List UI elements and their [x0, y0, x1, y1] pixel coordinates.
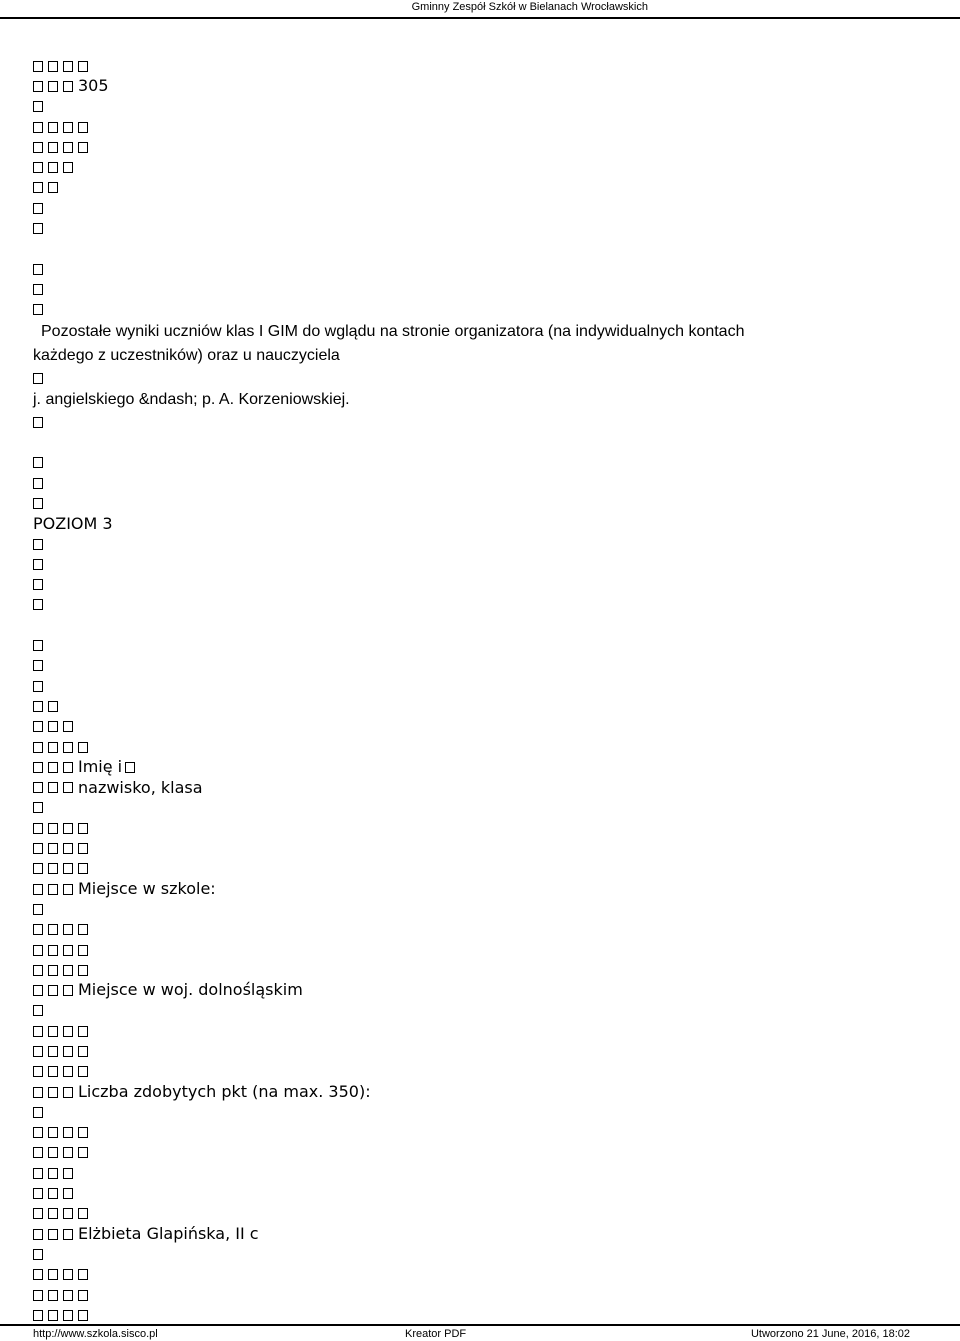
missing-glyph-icon [33, 81, 43, 92]
missing-glyph-icon [48, 823, 58, 834]
glyph-line [33, 1143, 893, 1163]
page-header-title: Gminny Zespół Szkół w Bielanach Wrocławskich [411, 1, 648, 13]
missing-glyph-icon [33, 1026, 43, 1037]
blank-line [33, 432, 893, 452]
glyph-line [33, 453, 893, 473]
missing-glyph-icon [63, 863, 73, 874]
missing-glyph-icon [33, 61, 43, 72]
missing-glyph-icon [33, 762, 43, 773]
glyph-line [33, 279, 893, 299]
missing-glyph-icon [33, 539, 43, 550]
missing-glyph-icon [78, 1269, 88, 1280]
glyph-line [33, 737, 893, 757]
header-divider [0, 17, 960, 19]
glyph-line [33, 1163, 893, 1183]
glyph-line [33, 198, 893, 218]
glyph-line [33, 56, 893, 76]
missing-glyph-icon [33, 681, 43, 692]
glyph-line [33, 1123, 893, 1143]
missing-glyph-icon [63, 81, 73, 92]
missing-glyph-icon [48, 742, 58, 753]
missing-glyph-icon [48, 884, 58, 895]
school-place-line [33, 879, 893, 899]
missing-glyph-icon [33, 1087, 43, 1098]
blank-line [33, 239, 893, 259]
missing-glyph-icon [48, 701, 58, 712]
missing-glyph-icon [78, 1046, 88, 1057]
missing-glyph-icon [78, 965, 88, 976]
missing-glyph-icon [33, 417, 43, 428]
missing-glyph-icon [33, 1310, 43, 1321]
missing-glyph-icon [63, 823, 73, 834]
results-note [33, 320, 893, 368]
missing-glyph-icon [33, 782, 43, 793]
glyph-line [33, 473, 893, 493]
missing-glyph-icon [33, 599, 43, 610]
missing-glyph-icon [33, 1208, 43, 1219]
missing-glyph-icon [63, 142, 73, 153]
missing-glyph-icon [63, 1066, 73, 1077]
missing-glyph-icon [48, 1229, 58, 1240]
glyph-line [33, 157, 893, 177]
missing-glyph-icon [48, 162, 58, 173]
missing-glyph-icon [63, 1269, 73, 1280]
missing-glyph-icon [78, 1147, 88, 1158]
missing-glyph-icon [48, 122, 58, 133]
points-label: Liczba zdobytych pkt (na max. 350): [78, 1081, 371, 1101]
missing-glyph-icon [33, 284, 43, 295]
missing-glyph-icon [33, 498, 43, 509]
glyph-line [33, 838, 893, 858]
glyph-line [33, 368, 893, 388]
glyph-line [33, 1041, 893, 1061]
missing-glyph-icon [48, 1046, 58, 1057]
missing-glyph-icon [33, 985, 43, 996]
glyph-line [33, 1285, 893, 1305]
footer-url[interactable]: http://www.szkola.sisco.pl [33, 1328, 158, 1340]
missing-glyph-icon [33, 264, 43, 275]
missing-glyph-icon [63, 721, 73, 732]
glyph-line [33, 493, 893, 513]
missing-glyph-icon [78, 1127, 88, 1138]
glyph-line [33, 818, 893, 838]
missing-glyph-icon [78, 742, 88, 753]
missing-glyph-icon [33, 823, 43, 834]
missing-glyph-icon [78, 61, 88, 72]
missing-glyph-icon [48, 1208, 58, 1219]
glyph-line [33, 940, 893, 960]
missing-glyph-icon [63, 1087, 73, 1098]
missing-glyph-icon [33, 742, 43, 753]
glyph-line [33, 300, 893, 320]
glyph-line [33, 595, 893, 615]
missing-glyph-icon [33, 1290, 43, 1301]
glyph-line [33, 1102, 893, 1122]
missing-glyph-icon [78, 1310, 88, 1321]
missing-glyph-icon [33, 1147, 43, 1158]
missing-glyph-icon [78, 843, 88, 854]
missing-glyph-icon [63, 1188, 73, 1199]
note-line: j. angielskiego &ndash; p. A. Korzeniowskiej. [33, 391, 350, 409]
glyph-line [33, 97, 893, 117]
missing-glyph-icon [78, 1026, 88, 1037]
missing-glyph-icon [33, 924, 43, 935]
glyph-line [33, 554, 893, 574]
note-line: Pozostałe wyniki uczniów klas I GIM do wglądu na stronie organizatora (na indywidualnych kontach [41, 322, 745, 340]
missing-glyph-icon [33, 1107, 43, 1118]
missing-glyph-icon [33, 843, 43, 854]
missing-glyph-icon [63, 1208, 73, 1219]
glyph-line [33, 412, 893, 432]
missing-glyph-icon [78, 122, 88, 133]
missing-glyph-icon [63, 884, 73, 895]
missing-glyph-icon [48, 965, 58, 976]
missing-glyph-icon [33, 640, 43, 651]
missing-glyph-icon [63, 1127, 73, 1138]
glyph-line [33, 575, 893, 595]
glyph-line [33, 899, 893, 919]
missing-glyph-icon [33, 904, 43, 915]
missing-glyph-icon [63, 1310, 73, 1321]
missing-glyph-icon [33, 802, 43, 813]
missing-glyph-icon [63, 985, 73, 996]
missing-glyph-icon [63, 742, 73, 753]
missing-glyph-icon [33, 1127, 43, 1138]
note-line: każdego z uczestników) oraz u nauczyciela [33, 346, 340, 364]
glyph-line [33, 117, 893, 137]
missing-glyph-icon [48, 81, 58, 92]
missing-glyph-icon [48, 1188, 58, 1199]
missing-glyph-icon [78, 1208, 88, 1219]
missing-glyph-icon [33, 863, 43, 874]
level-heading [33, 514, 893, 534]
missing-glyph-icon [33, 1188, 43, 1199]
missing-glyph-icon [48, 1026, 58, 1037]
student-line [33, 1224, 893, 1244]
missing-glyph-icon [48, 1127, 58, 1138]
glyph-line [33, 259, 893, 279]
school-place-label: Miejsce w szkole: [78, 878, 216, 898]
missing-glyph-icon [33, 457, 43, 468]
glyph-line [33, 1062, 893, 1082]
missing-glyph-icon [48, 762, 58, 773]
missing-glyph-icon [33, 203, 43, 214]
missing-glyph-icon [48, 1087, 58, 1098]
missing-glyph-icon [33, 478, 43, 489]
level-label: POZIOM 3 [33, 513, 113, 533]
glyph-line [33, 717, 893, 737]
missing-glyph-icon [78, 924, 88, 935]
missing-glyph-icon [33, 1168, 43, 1179]
missing-glyph-icon [63, 945, 73, 956]
missing-glyph-icon [33, 579, 43, 590]
missing-glyph-icon [63, 1147, 73, 1158]
missing-glyph-icon [33, 142, 43, 153]
glyph-line [33, 920, 893, 940]
missing-glyph-icon [33, 162, 43, 173]
glyph-line [33, 696, 893, 716]
footer-generator: Kreator PDF [405, 1328, 467, 1340]
region-place-label: Miejsce w woj. dolnośląskim [78, 980, 303, 1000]
missing-glyph-icon [63, 782, 73, 793]
missing-glyph-icon [78, 823, 88, 834]
missing-glyph-icon [33, 101, 43, 112]
missing-glyph-icon [48, 1066, 58, 1077]
glyph-line [33, 1183, 893, 1203]
missing-glyph-icon [48, 924, 58, 935]
missing-glyph-icon [63, 122, 73, 133]
footer-created-date: Utworzono 21 June, 2016, 18:02 [750, 1328, 910, 1340]
blank-line [33, 615, 893, 635]
glyph-line [33, 676, 893, 696]
missing-glyph-icon [33, 945, 43, 956]
points-line [33, 1082, 893, 1102]
glyph-line [33, 1244, 893, 1264]
missing-glyph-icon [48, 945, 58, 956]
missing-glyph-icon [63, 924, 73, 935]
document-body [33, 56, 893, 1326]
missing-glyph-icon [33, 884, 43, 895]
missing-glyph-icon [33, 1269, 43, 1280]
glyph-line [33, 218, 893, 238]
missing-glyph-icon [63, 843, 73, 854]
glyph-line [33, 635, 893, 655]
glyph-line [33, 798, 893, 818]
name-label-line [33, 778, 893, 798]
glyph-line [33, 1305, 893, 1325]
missing-glyph-icon [33, 721, 43, 732]
missing-glyph-icon [48, 1290, 58, 1301]
student-name: Elżbieta Glapińska, II c [78, 1224, 259, 1244]
missing-glyph-icon [33, 1046, 43, 1057]
missing-glyph-icon [48, 782, 58, 793]
missing-glyph-icon [33, 223, 43, 234]
missing-glyph-icon [48, 1269, 58, 1280]
glyph-line [33, 960, 893, 980]
missing-glyph-icon [125, 762, 135, 773]
missing-glyph-icon [48, 1168, 58, 1179]
missing-glyph-icon [78, 1066, 88, 1077]
missing-glyph-icon [33, 122, 43, 133]
missing-glyph-icon [63, 1026, 73, 1037]
missing-glyph-icon [33, 1249, 43, 1260]
score-value: 305 [78, 76, 109, 96]
missing-glyph-icon [48, 1147, 58, 1158]
missing-glyph-icon [48, 985, 58, 996]
glyph-line [33, 137, 893, 157]
teacher-note [33, 388, 893, 412]
missing-glyph-icon [63, 1229, 73, 1240]
missing-glyph-icon [48, 142, 58, 153]
missing-glyph-icon [48, 843, 58, 854]
region-place-line [33, 980, 893, 1000]
missing-glyph-icon [33, 182, 43, 193]
missing-glyph-icon [33, 660, 43, 671]
missing-glyph-icon [48, 863, 58, 874]
missing-glyph-icon [78, 1290, 88, 1301]
missing-glyph-icon [48, 182, 58, 193]
missing-glyph-icon [63, 61, 73, 72]
missing-glyph-icon [33, 373, 43, 384]
glyph-line [33, 1265, 893, 1285]
missing-glyph-icon [33, 304, 43, 315]
missing-glyph-icon [63, 762, 73, 773]
glyph-line [33, 656, 893, 676]
missing-glyph-icon [78, 945, 88, 956]
missing-glyph-icon [33, 1005, 43, 1016]
missing-glyph-icon [33, 965, 43, 976]
missing-glyph-icon [48, 1310, 58, 1321]
missing-glyph-icon [78, 142, 88, 153]
glyph-line [33, 859, 893, 879]
glyph-line [33, 1001, 893, 1021]
missing-glyph-icon [48, 61, 58, 72]
missing-glyph-icon [63, 1168, 73, 1179]
name-label-line [33, 757, 893, 777]
missing-glyph-icon [63, 1290, 73, 1301]
missing-glyph-icon [63, 965, 73, 976]
name-class-label: nazwisko, klasa [78, 777, 203, 797]
missing-glyph-icon [33, 1066, 43, 1077]
missing-glyph-icon [33, 701, 43, 712]
score-line [33, 76, 893, 96]
missing-glyph-icon [63, 1046, 73, 1057]
name-label: Imię i [78, 757, 123, 777]
glyph-line [33, 534, 893, 554]
missing-glyph-icon [48, 721, 58, 732]
glyph-line [33, 1021, 893, 1041]
glyph-line [33, 1204, 893, 1224]
missing-glyph-icon [33, 559, 43, 570]
missing-glyph-icon [78, 863, 88, 874]
glyph-line [33, 178, 893, 198]
footer-divider [0, 1324, 960, 1326]
missing-glyph-icon [33, 1229, 43, 1240]
missing-glyph-icon [63, 162, 73, 173]
page-footer [0, 1327, 960, 1341]
